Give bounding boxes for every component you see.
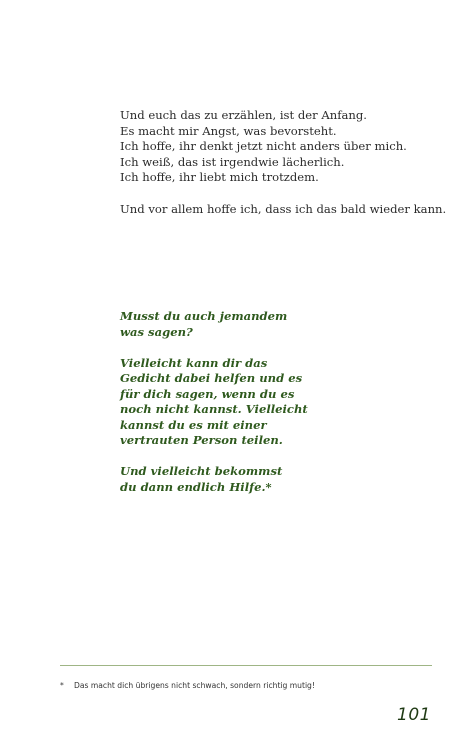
footnote-divider xyxy=(60,665,432,666)
paragraph-break xyxy=(120,449,320,465)
prompt-line: Musst du auch jemandem xyxy=(120,309,288,323)
prompt-line: du dann endlich Hilfe.* xyxy=(120,479,272,494)
prompt-line: für dich sagen, wenn du es xyxy=(120,386,295,401)
poem-line: Und vor allem hoffe ich, dass ich das bald wieder kann. xyxy=(120,201,447,216)
prompt-line: kannst du es mit einer xyxy=(120,417,267,432)
paragraph-break xyxy=(120,340,320,356)
poem-text xyxy=(120,108,460,217)
prompt-line: Gedicht dabei helfen und es xyxy=(120,371,303,385)
prompt-line: Vielleicht kann dir das xyxy=(120,355,268,370)
footnote-text: Das macht dich übrigens nicht schwach, sondern richtig mutig! xyxy=(74,681,315,690)
prompt-line: was sagen? xyxy=(120,324,193,339)
poem-line: Es macht mir Angst, was bevorsteht. xyxy=(120,123,337,138)
poem-line: Ich weiß, das ist irgendwie lächerlich. xyxy=(120,154,345,169)
prompt-line: vertrauten Person teilen. xyxy=(120,433,283,447)
footnote xyxy=(60,681,315,690)
reader-prompt xyxy=(120,309,320,495)
stanza-break xyxy=(120,186,460,202)
poem-line: Ich hoffe, ihr denkt jetzt nicht anders über mich. xyxy=(120,139,407,154)
page-number: 101 xyxy=(397,705,431,725)
footnote-marker: * xyxy=(60,681,64,690)
poem-line: Ich hoffe, ihr liebt mich trotzdem. xyxy=(120,170,319,185)
prompt-line: Und vielleicht bekommst xyxy=(120,464,283,478)
prompt-line: noch nicht kannst. Vielleicht xyxy=(120,402,308,416)
poem-line: Und euch das zu erzählen, ist der Anfang. xyxy=(120,108,367,122)
